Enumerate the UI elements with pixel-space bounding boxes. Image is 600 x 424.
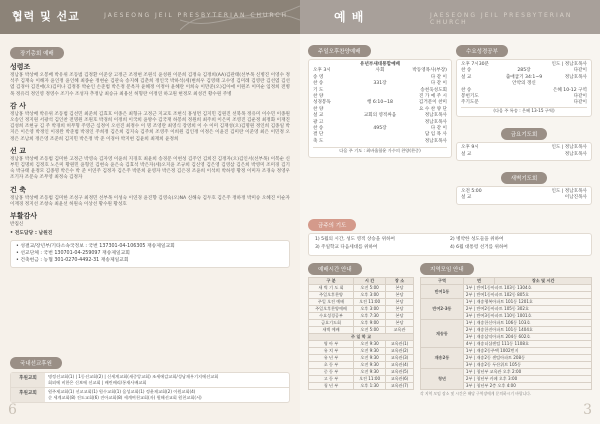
cell-table (420, 277, 592, 390)
school-cell: 고 등 부 (309, 376, 354, 383)
service-row-label: 기 도 (313, 87, 324, 93)
main-service-tag: 주일오후찬양예배 (308, 45, 371, 57)
school-cell: 유 년 부 (309, 355, 354, 362)
cell-detail: 2부 | 재송2동 센텀아파트 208동 (463, 355, 591, 362)
mission-tag: 국내선교후원 (10, 357, 62, 369)
service-row-mid: 495장 (373, 126, 387, 132)
account-line: • 성결교/장년부/기타소속국정보 : 국번 137301-04-106305 재송제일교회 (16, 244, 175, 250)
mission-row (11, 373, 289, 388)
school-cell: 중 등 부 (309, 369, 354, 376)
schedule-cell: 오후 3:00 (354, 292, 386, 299)
dawn-tag: 새벽기도회 (501, 172, 548, 184)
service-row-label: 결 단 (313, 132, 324, 138)
school-cell: 오전 9:30 (354, 355, 386, 362)
school-cell: 오전 11:00 (354, 376, 386, 383)
service-row-right: 인도 | 정남호목사 (551, 145, 587, 151)
account-card (10, 240, 290, 268)
friday-rows (461, 145, 587, 158)
school-cell: 오후 1:30 (354, 383, 386, 390)
service-row-right: 송천욱성도회 (420, 87, 447, 93)
school-row (309, 369, 414, 376)
service-row-label: 설 교 (461, 151, 472, 157)
service-row-mid (501, 152, 546, 158)
service-row-mid: 행 6:10~18 (367, 100, 393, 106)
cell-detail: 1부 | 재송한신아파트 106동 103호 (463, 320, 591, 327)
service-row-mid: 285장 (517, 68, 531, 74)
schedule-tag: 예배시간 안내 (308, 263, 362, 275)
cell-row (421, 348, 592, 355)
service-row-label: 오후 9시 (461, 145, 479, 151)
schedule-cell: 본당 (386, 285, 414, 292)
offering-section-title: 감 사 (10, 101, 26, 110)
service-row-right: 다 같 이 (430, 126, 447, 132)
wednesday-section (456, 38, 592, 205)
school-cell: 오전 9:30 (354, 369, 386, 376)
prayer-item: 2) 병약한 성도들을 위하여 (450, 237, 504, 242)
prayer-item: 4) 6월 대통령 선거를 위하여 (450, 245, 508, 251)
schedule-table (308, 277, 414, 390)
cell-detail: 2부 | 청년부 카페 오후 3:00 (463, 376, 591, 383)
service-row-mid: 교회의 영적싸움 (363, 113, 397, 119)
cell-detail: 1부 | 반여1동아파트 103동 1304호 (463, 285, 591, 292)
dawn-card (456, 186, 592, 205)
left-subtitle: JAESEONG JEIL PRESBYTERIAN CHURCH (104, 12, 288, 19)
schedule-row (309, 299, 414, 306)
school-cell: 교육관(6) (386, 376, 414, 383)
service-row-right: 정남호목사 (424, 113, 447, 119)
page-number-left: 6 (8, 402, 17, 418)
school-cell: 청 년 부 (309, 383, 354, 390)
service-row-label: 설 교 (461, 74, 472, 80)
cell-header: 구역 (421, 278, 464, 285)
schedule-header: 시 간 (354, 278, 386, 285)
cell-detail: 3부 | 재송삼익아파트 204동 602호 (463, 334, 591, 341)
offering-list (10, 62, 290, 228)
schedule-cell: 새 벽 기 도 회 (309, 285, 354, 292)
service-row-label: 찬 송 (313, 126, 324, 132)
schedule-row (309, 327, 414, 334)
school-cell: 오전 9:30 (354, 362, 386, 369)
service-row-right: 다같이 (573, 100, 587, 106)
school-cell: 오전 9:30 (354, 348, 386, 355)
service-row-label: 찬 양 (313, 106, 324, 112)
right-title: 예 배 (334, 10, 365, 24)
account-line: • 선교단체 : 국번 130701-04-259097 재송제일교회 (16, 250, 130, 256)
service-row-right: 요 수 찬 양 단 (418, 106, 447, 112)
service-row-label: 오후 7시30분 (461, 62, 489, 67)
service-row-right: 다 같 이 (430, 81, 447, 87)
schedule-cell: 오후 9:00 (354, 320, 386, 327)
pastor-label: • 전도담당 : 남원진 (10, 231, 53, 237)
school-row (309, 376, 414, 383)
friday-card (456, 142, 592, 161)
service-row-mid (501, 195, 546, 201)
cell-detail: 3부 | 반여3동아파트 110동 1001호 (463, 313, 591, 320)
main-service-rows (313, 68, 447, 145)
main-service-card (308, 59, 452, 158)
prayer-tag: 금주의 기도 (308, 219, 356, 231)
service-note: 다음 주 기도 : 최바울합윤 가수의 찬양(찬중) (313, 147, 447, 154)
schedule-header: 장 소 (386, 278, 414, 285)
service-row-right: 인도 | 정남호목사 (551, 62, 587, 67)
service-row-mid (501, 100, 546, 106)
offering-names: 정남홍 박상배 조동범 김미한 고정근 박영숙 김자영 이윤희 지경호 최윤희 송경문 이현성 김주언 김희진 김정자(오)김인서(선부목) 이복순 신부민 김명희 김정호 노은미 황원민 윤형인 김현숙 윤은숙 김효석 박은자(세)오지윤 조규희 김신영 김은영 김영삼 김은희 박영미 조미경 김기숙 박규태 윤정모 김종명 박은수 박 준 이연주 김정자 김은주 박문희 윤영자 박은정 김은경 조윤희 이석희 박하영 황정 이미자 조경숙 정영우 조기자 조문숙 조무영 최정숙 김정자 (10, 156, 290, 181)
school-cell: 교육관(4) (386, 362, 414, 369)
service-row-label: 설 교 (461, 195, 472, 201)
service-row (461, 152, 587, 158)
school-cell: 교육관(1) (386, 341, 414, 348)
schedule-cell: 오전 11:00 (354, 299, 386, 306)
service-row-mid: 사회 (375, 68, 385, 74)
page-number-right: 3 (583, 402, 592, 418)
mission-section (10, 350, 290, 403)
service-row-mid: 출애굽기 34:1~9 (505, 74, 543, 80)
cell-group-name: 반여2·3동 (421, 299, 464, 320)
service-row-label: 찬 송 (461, 68, 472, 74)
service-row-right: 인도 | 정남호목사 (551, 189, 587, 195)
offering-names: 정남홍 박상배 오봉배 박유위 조동범 김정환 이준상 고정근 조정현 조원식 윤성원 이문희 김정숙 김정희(AA)김관태(선부목 신병진 이영수 정석주 김재숙 이해자 윤인정 윤인혜 최종순 정현순 김관숙 송지혜 김춘희 정인국 박하석(세)변희우 김영태 고수영 김미례 김영란 김선엽 김선엽 김경아 김진애(오)김미나 김정흥 박순인 손준범 박은정 문옥자 윤혜정 이정아 윤혜란 이희숙 이만준(오)김아애 이원조 이미순 임정희 전병목 정유리 정인영 정영수 조기수 조성자 추정남 최승규 최용선 허형란 이정연 하고원 현정모 최성건 황수원 주병 (10, 73, 290, 97)
service-row-right: 다 같 이 (430, 74, 447, 80)
offering-section-title: 성령조 (10, 63, 31, 71)
left-title: 협력 및 선교 (12, 10, 80, 23)
service-row-right: 정남호목사 (564, 74, 587, 80)
main-service-section (308, 38, 452, 158)
cell-detail: 3부 | 재송2동 두산위브 105동 (463, 362, 591, 369)
service-row-label: 성경봉독 (313, 100, 331, 106)
service-row-label: 축 도 (313, 138, 324, 144)
cell-group-name: 재송2동 (421, 348, 464, 369)
wednesday-rows (461, 62, 587, 107)
right-header (300, 0, 600, 34)
cell-detail: 2부 | 재송한진아파트 101동 1404호 (463, 327, 591, 334)
service-leader: 유년부새대통합예배 (360, 62, 400, 67)
schedule-row (309, 285, 414, 292)
wednesday-note: (다음 주 특송 : 은혜 13-15 구역) (461, 107, 587, 114)
offering-names: 정남홍 박상배 박유위 조동범 김선민 최준희 김효호 이종은 최형규 고정근 지교호 조현식 홍성면 김지민 김원진 선북목 정유미 이수민 이종원 오송인 정지원 서광석 김인찬 전명원 조원호 박경희 이정희 이국희 윤방수 김국재 하봉희 정원희 최주희 이은미 조영진 김운정 최정화 이재진 김성희 조현규 김 주 박경희 허무형 주영근 심정이 오선진 최정수 이 명 조영란 최영식 장영희 이 수 이미 김재성(오)김명원 정인희 김종일 박지은 이은영 박정인 이경완 박준범 박경인 주희정 김은희 김지숙 김주희 조영주 이희원 김인정 이정은 이윤진 김미란 이준영 최은 이민정 오정은 조남희 정은영 조준희 김지민 박은정 박 준 이경아 박지현 김윤희 최재희 윤정희 (10, 111, 290, 142)
schedule-cell: 교육관 (386, 327, 414, 334)
offering-section-title: 부활감사 (10, 212, 38, 221)
school-cell: 교육관(3) (386, 355, 414, 362)
service-row (313, 139, 447, 145)
offering-names: 반집신 (10, 222, 24, 228)
cell-tag: 지역모임 안내 (420, 263, 474, 275)
mission-row-label: 후원교회 (11, 373, 45, 387)
service-row (461, 195, 587, 201)
mission-row (11, 388, 289, 402)
service-row-right: 은혜 10-12 구역 (552, 87, 587, 93)
service-row-label: 설 교 (313, 113, 324, 119)
wednesday-tag: 수요성경공부 (456, 45, 508, 57)
school-cell: 초 등 부 (309, 362, 354, 369)
school-row (309, 362, 414, 369)
schedule-row (309, 292, 414, 299)
service-row-right: 담 임 목 사 (424, 132, 447, 138)
mission-row-text: 명정선교회(1) | 1동선교회(2) | 신세계교회(새중앙교회) 조세에감교회/성남재우기지에선교회 회외에 비한은 신보에 선교회 | 배린배리/통재사배교회 (48, 374, 219, 385)
cell-header: 번 (463, 278, 494, 285)
service-row-label: 주기도문 (461, 100, 479, 106)
school-header-row (309, 334, 414, 341)
schedule-cell: 금요기도회 (309, 320, 354, 327)
cell-group-name: 청년 (421, 369, 464, 390)
cell-note: 각 지역 모임 장소 및 시간은 해당 구역장에게 문의하시기 바랍니다. (420, 391, 532, 396)
school-row (309, 383, 414, 390)
service-row-right: 다같이 (573, 94, 587, 100)
mission-row-text: 원주제교회(1) 선교교회(1) 원수교회(1) 음성교회(1) 정윤제교회(2) 이원교회(4) 순 세계교회(8) 진도교회(6) 진아교회(8) 세계여천교회(자) 원해선교회 원천교회(서) (48, 389, 202, 400)
cell-section (420, 256, 592, 397)
schedule-cell: 오후 3:00 (354, 306, 386, 313)
right-page (300, 0, 600, 424)
prayer-item: 1) 5월의 시간, 성도 영적 상승을 위하여 (315, 237, 395, 242)
offering-names: 정남홍 박상배 조동범 김미한 조성구 최정민 선부목 이성숙 이연경 윤진향 김영숙(오)NA 신해숙 김두호 김은주 정하정 박미승 오혜진 이순자 이재경 정지선 조창숙 최윤선 허원숙 이상선 황수원 황성호 (10, 195, 290, 207)
schedule-row (309, 313, 414, 320)
cell-header: 장소 및 시간 (495, 278, 592, 285)
service-row-mid: 안약의 갱신 (512, 81, 536, 87)
service-row-label: 찬 송 (313, 81, 324, 87)
service-row-right: 이남진목사 (564, 195, 587, 201)
schedule-cell: 오전 5:00 (354, 327, 386, 334)
schedule-cell: 수요성경공부 (309, 313, 354, 320)
cell-group-name: 재송동 (421, 320, 464, 348)
schedule-cell: 주일오후찬양예배 (309, 306, 354, 313)
account-line: • 건축헌금 : 농협 301-0270-4492-31 재송제일교회 (16, 257, 129, 263)
service-row-label: 송 영 (313, 74, 324, 80)
schedule-section (308, 256, 414, 390)
service-row-label: 오후 3시 (313, 68, 331, 74)
service-row-right: 정남호목사 (424, 138, 447, 144)
service-row-right: 진 가 예 주 시 (418, 94, 447, 100)
service-row-mid: 331장 (373, 81, 387, 87)
schedule-cell: 오전 5:00 (354, 285, 386, 292)
mission-row-label: 후원교회 (11, 388, 45, 402)
school-cell: 교육관(7) (386, 383, 414, 390)
service-row-label: 찬 양 (313, 94, 324, 100)
school-row (309, 355, 414, 362)
cell-detail: 2부 | 반여1동아파트 102동 805호 (463, 292, 591, 299)
school-cell: 교육관(5) (386, 369, 414, 376)
schedule-cell: 본당 (386, 320, 414, 327)
service-row-label: 봉헌기도 (461, 94, 479, 100)
schedule-row (309, 320, 414, 327)
schedule-cell: 본당 (386, 306, 414, 313)
cell-row (421, 285, 592, 292)
schedule-cell: 주일 오전 예배 (309, 299, 354, 306)
prayer-item: 3) 주일학교 다음세대를 위하여 (315, 245, 378, 251)
cell-detail: 4부 | 재송더샵센텀 111동 1108호 (463, 341, 591, 348)
service-row-right: 박동영목사(부장) (412, 68, 447, 74)
schedule-header: 구 분 (309, 278, 354, 285)
offering-section-title: 선 교 (10, 146, 26, 155)
schedule-cell: 본당 (386, 292, 414, 299)
left-header (0, 0, 300, 34)
right-subtitle: JAESEONG JEIL PRESBYTERIAN CHURCH (430, 12, 573, 26)
cell-group-name: 반여1동 (421, 285, 464, 299)
school-cell: 유 치 부 (309, 348, 354, 355)
service-row-label: 찬 송 (461, 87, 472, 93)
service-row-mid (356, 139, 404, 145)
cell-row (421, 299, 592, 306)
cell-detail: 1부 | 청년부 교육관 오후 2:00 (463, 369, 591, 376)
service-row-right: 다같이 (573, 68, 587, 74)
schedule-cell: 오후 7:30 (354, 313, 386, 320)
schedule-cell: 본당 (386, 299, 414, 306)
school-cell: 교육관(2) (386, 348, 414, 355)
offering-section-title: 건 축 (10, 185, 26, 194)
schedule-cell: 주일오후찬양 (309, 292, 354, 299)
schedule-row (309, 306, 414, 313)
service-row-right: 김거문이 찬미 (418, 100, 447, 106)
cell-detail: 1부 | 재송행복아파트 101동 1201호 (463, 299, 591, 306)
service-row (461, 100, 587, 106)
service-row-label: 광 고 (313, 119, 324, 125)
offerings-section (10, 40, 290, 268)
wednesday-card (456, 59, 592, 117)
cell-detail: 3부 | 청년부 2층 오후 4:00 (463, 383, 591, 390)
school-row (309, 348, 414, 355)
school-header: 주 일 학 교 (309, 334, 414, 341)
cell-row (421, 369, 592, 376)
prayer-card (308, 233, 592, 256)
prayer-section (308, 212, 592, 256)
mission-card (10, 372, 290, 403)
service-row-label: 오전 5:00 (461, 189, 482, 195)
schedule-cell: 새벽 예배 (309, 327, 354, 334)
schedule-cell: 본당 (386, 313, 414, 320)
school-row (309, 341, 414, 348)
cell-detail: 1부 | 재송2동주택 1002번지 (463, 348, 591, 355)
cell-row (421, 320, 592, 327)
service-row-right: 정남호목사 (564, 151, 587, 157)
school-cell: 영 아 부 (309, 341, 354, 348)
cell-detail: 2부 | 반여2동아파트 105동 302호 (463, 306, 591, 313)
friday-tag: 금요기도회 (501, 128, 548, 140)
offering-tag: 장기총회 예배 (10, 47, 64, 59)
service-row-right: 정남호목사 (424, 119, 447, 125)
dawn-rows (461, 189, 587, 202)
school-cell: 오전 9:30 (354, 341, 386, 348)
